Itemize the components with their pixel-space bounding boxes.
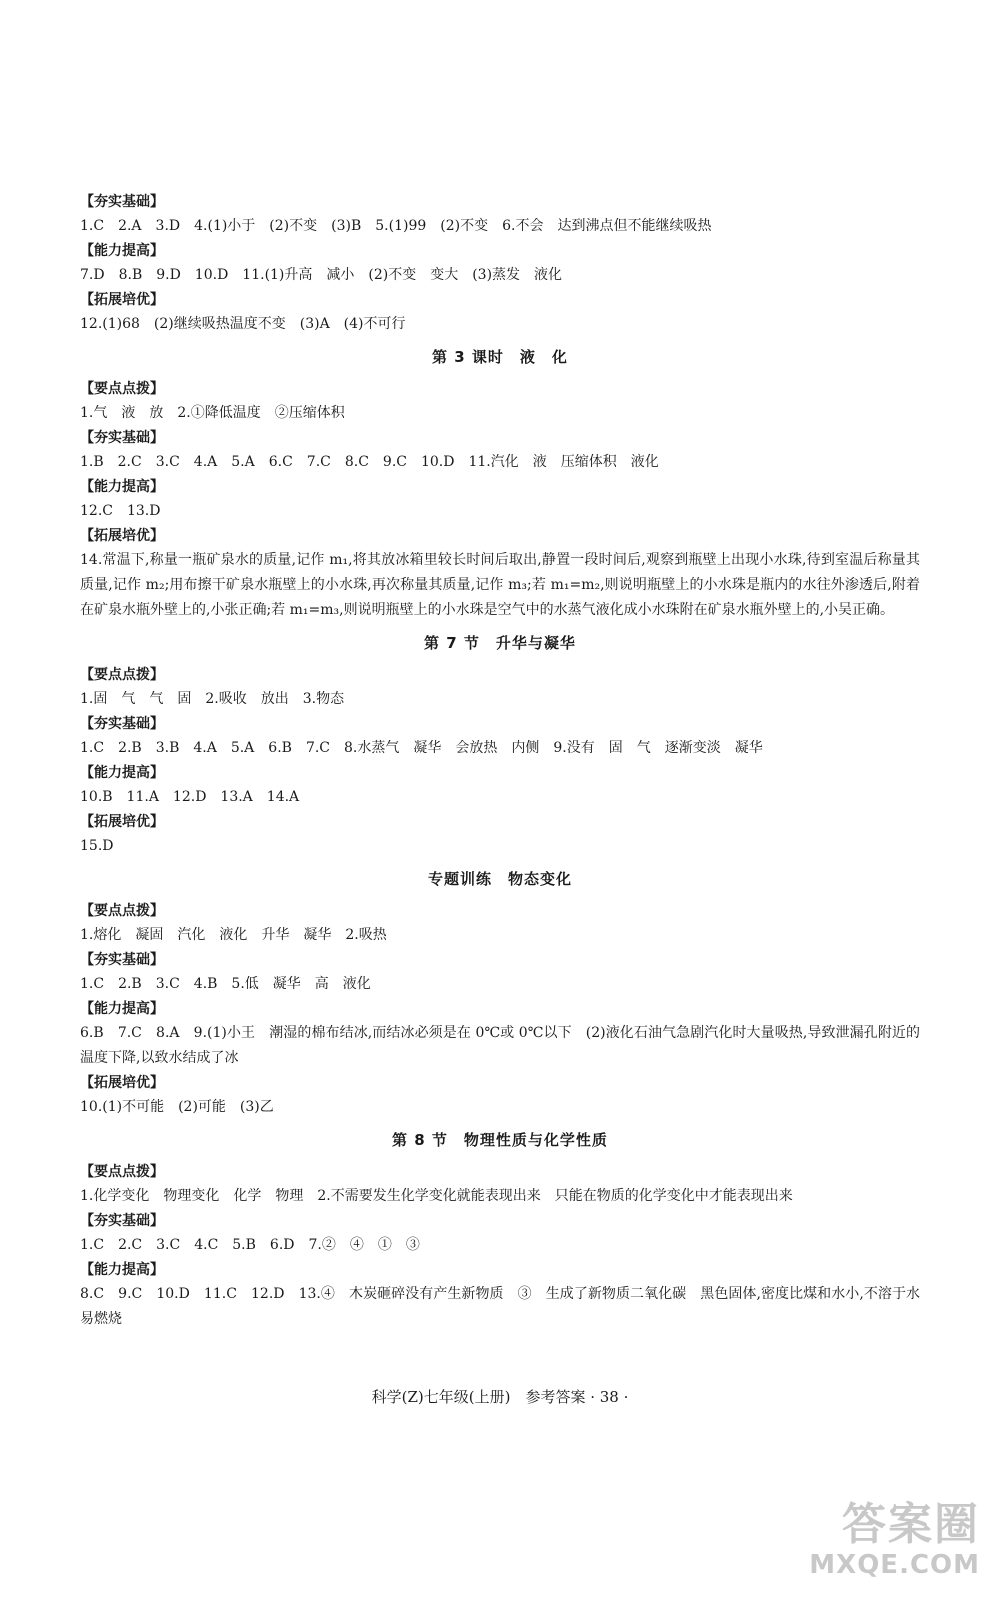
section-heading: 第 7 节 升华与凝华 — [424, 634, 576, 652]
section-heading: 第 8 节 物理性质与化学性质 — [392, 1131, 608, 1149]
answer-content — [80, 190, 934, 1332]
block-label: 【夯实基础】 — [80, 430, 164, 446]
block-label: 【夯实基础】 — [80, 194, 164, 210]
block-label: 【要点点拨】 — [80, 667, 164, 683]
watermark-top: 答案圈 — [842, 1499, 980, 1550]
answer-line: 1.B 2.C 3.C 4.A 5.A 6.C 7.C 8.C 9.C 10.D 11.汽化 液 压缩体积 液化 — [80, 454, 659, 470]
answer-line: 1.C 2.B 3.B 4.A 5.A 6.B 7.C 8.水蒸气 凝华 会放热 内侧 9.没有 固 气 逐渐变淡 凝华 — [80, 740, 763, 756]
section-heading: 专题训练 物态变化 — [427, 870, 572, 888]
answer-line: 1.C 2.C 3.C 4.C 5.B 6.D 7.② ④ ① ③ — [80, 1237, 420, 1253]
answer-line: 15.D — [80, 838, 114, 854]
block-label: 【能力提高】 — [80, 1001, 164, 1017]
block-label: 【拓展培优】 — [80, 292, 164, 308]
answer-line: 1.固 气 气 固 2.吸收 放出 3.物态 — [80, 691, 345, 707]
answer-line: 10.(1)不可能 (2)可能 (3)乙 — [80, 1099, 274, 1115]
answer-line: 1.熔化 凝固 汽化 液化 升华 凝华 2.吸热 — [80, 927, 387, 943]
answer-line: 1.C 2.A 3.D 4.(1)小于 (2)不变 (3)B 5.(1)99 (2)不变 6.不会 达到沸点但不能继续吸热 — [80, 218, 712, 234]
answer-line: 12.(1)68 (2)继续吸热温度不变 (3)A (4)不可行 — [80, 316, 406, 332]
answer-line: 1.化学变化 物理变化 化学 物理 2.不需要发生化学变化就能表现出来 只能在物质的化学变化中才能表现出来 — [80, 1188, 793, 1204]
block-label: 【能力提高】 — [80, 243, 164, 259]
block-label: 【拓展培优】 — [80, 528, 164, 544]
block-label: 【能力提高】 — [80, 479, 164, 495]
section-heading: 第 3 课时 液 化 — [432, 348, 568, 366]
block-label: 【夯实基础】 — [80, 1213, 164, 1229]
answer-line: 10.B 11.A 12.D 13.A 14.A — [80, 789, 300, 805]
answer-paragraph: 6.B 7.C 8.A 9.(1)小王 潮湿的棉布结冰,而结冰必须是在 0℃或 0℃以下 (2)液化石油气急剧汽化时大量吸热,导致泄漏孔附近的温度下降,以致水结成了冰 — [80, 1025, 920, 1066]
answer-paragraph: 8.C 9.C 10.D 11.C 12.D 13.④ 木炭砸碎没有产生新物质 ③ 生成了新物质二氧化碳 黑色固体,密度比煤和水小,不溶于水 易燃烧 — [80, 1286, 934, 1327]
block-label: 【拓展培优】 — [80, 1075, 164, 1091]
block-label: 【能力提高】 — [80, 1262, 164, 1278]
block-label: 【要点点拨】 — [80, 903, 164, 919]
answer-line: 1.C 2.B 3.C 4.B 5.低 凝华 高 液化 — [80, 976, 371, 992]
block-label: 【能力提高】 — [80, 765, 164, 781]
block-label: 【夯实基础】 — [80, 952, 164, 968]
answer-paragraph: 14.常温下,称量一瓶矿泉水的质量,记作 m₁,将其放冰箱里较长时间后取出,静置一段时间后,观察到瓶壁上出现小水珠,待到室温后称量其质量,记作 m₂;用布擦干矿泉水瓶壁上的小水珠,再次称量其质量,记作 m₃;若 m₁=m₂,则说明瓶壁上的小水珠是瓶内的水往外渗透后,附着在矿泉水瓶外壁上的,小张正确;若 m₁=m₃,则说明瓶壁上的小水珠是空气中的水蒸气液化成小水珠附在矿泉水瓶外壁上的,小吴正确。 — [80, 552, 920, 618]
page-footer: 科学(Z)七年级(上册) 参考答案 · 38 · — [371, 1388, 629, 1406]
watermark-bottom: MXQE.COM — [809, 1550, 980, 1580]
answer-line: 12.C 13.D — [80, 503, 161, 519]
block-label: 【拓展培优】 — [80, 814, 164, 830]
block-label: 【要点点拨】 — [80, 381, 164, 397]
answer-line: 1.气 液 放 2.①降低温度 ②压缩体积 — [80, 405, 345, 421]
watermark-logo — [780, 1500, 980, 1590]
block-label: 【要点点拨】 — [80, 1164, 164, 1180]
answer-line: 7.D 8.B 9.D 10.D 11.(1)升高 减小 (2)不变 变大 (3)蒸发 液化 — [80, 267, 563, 283]
block-label: 【夯实基础】 — [80, 716, 164, 732]
